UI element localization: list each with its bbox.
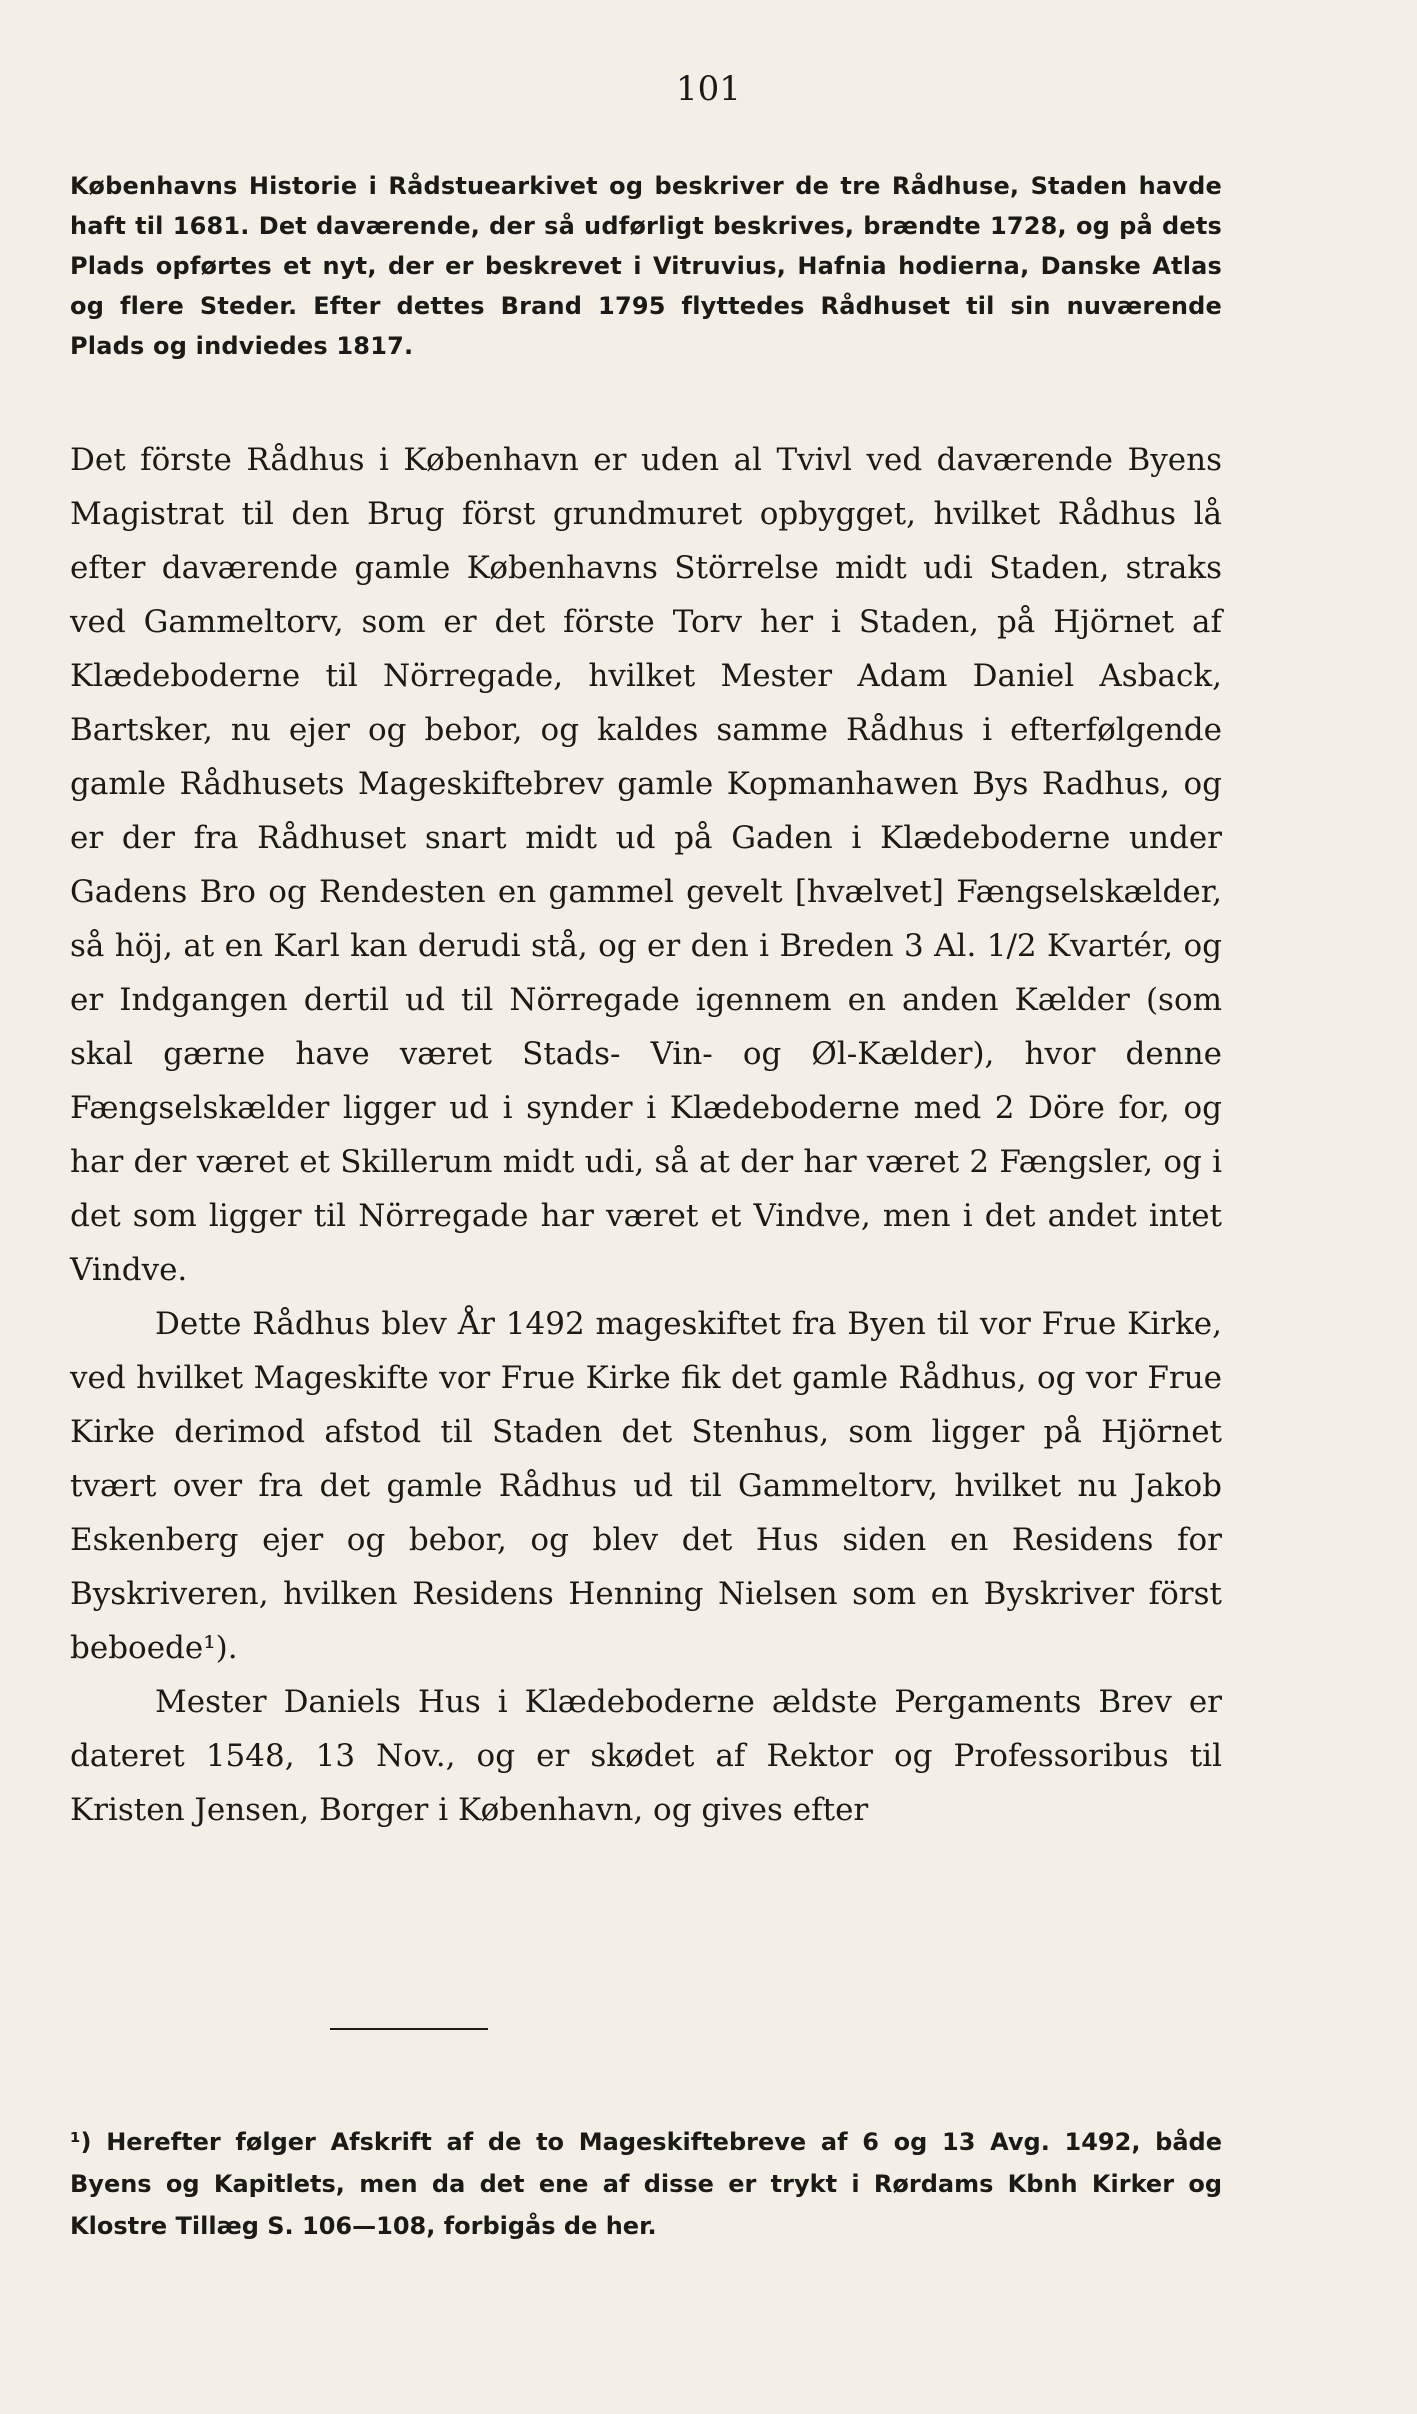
body-paragraph-3: Mester Daniels Hus i Klædeboderne ældste Pergaments Brev er dateret 1548, 13 Nov., og er skødet af Rektor og Professoribus til Kristen Jensen, Borger i København, og gives efter [70, 1684, 1222, 1828]
intro-paragraph: Københavns Historie i Rådstuearkivet og beskriver de tre Rådhuse, Staden havde haft til 1681. Det daværende, der så udførligt beskrives, brændte 1728, og på dets Plads opførtes et nyt, der er beskrevet i Vitruvius, Hafnia hodierna, Danske Atlas og flere Steder. Efter dettes Brand 1795 flyttedes Rådhuset til sin nuværende Plads og indviedes 1817. [70, 172, 1222, 360]
body-paragraph-2: Dette Rådhus blev År 1492 mageskiftet fra Byen til vor Frue Kirke, ved hvilket Mageskifte vor Frue Kirke fik det gamle Rådhus, og vor Frue Kirke derimod afstod til Staden det Stenhus, som ligger på Hjörnet tvært over fra det gamle Rådhus ud til Gammeltorv, hvilket nu Jakob Eskenberg ejer og bebor, og blev det Hus siden en Residens for Byskriveren, hvilken Residens Henning Nielsen som en Byskriver först beboede¹). [70, 1306, 1222, 1666]
page-number: 101 [676, 69, 741, 109]
footnote: ¹) Herefter følger Afskrift af de to Mageskiftebreve af 6 og 13 Avg. 1492, både Byens og Kapitlets, men da det ene af disse er trykt i Rørdams Kbnh Kirker og Klostre Tillæg S. 106—108, forbigås de her. [70, 2128, 1222, 2240]
footnote-separator [330, 2028, 488, 2030]
body-paragraph-1: Det förste Rådhus i København er uden al Tvivl ved daværende Byens Magistrat til den Brug först grundmuret opbygget, hvilket Rådhus lå efter daværende gamle Københavns Störrelse midt udi Staden, straks ved Gammeltorv, som er det förste Torv her i Staden, på Hjörnet af Klædeboderne til Nörregade, hvilket Mester Adam Daniel Asback, Bartsker, nu ejer og bebor, og kaldes samme Rådhus i efterfølgende gamle Rådhusets Mageskiftebrev gamle Kopmanhawen Bys Radhus, og er der fra Rådhuset snart midt ud på Gaden i Klædeboderne under Gadens Bro og Rendesten en gammel gevelt [hvælvet] Fængselskælder, så höj, at en Karl kan derudi stå, og er den i Breden 3 Al. 1/2 Kvartér, og er Indgangen dertil ud til Nörregade igennem en anden Kælder (som skal gærne have været Stads- Vin- og Øl-Kælder), hvor denne Fængselskælder ligger ud i synder i Klædeboderne med 2 Döre for, og har der været et Skillerum midt udi, så at der har været 2 Fængsler, og i det som ligger til Nörregade har været et Vindve, men i det andet intet Vindve. [70, 442, 1222, 1288]
main-text [70, 433, 1222, 1837]
